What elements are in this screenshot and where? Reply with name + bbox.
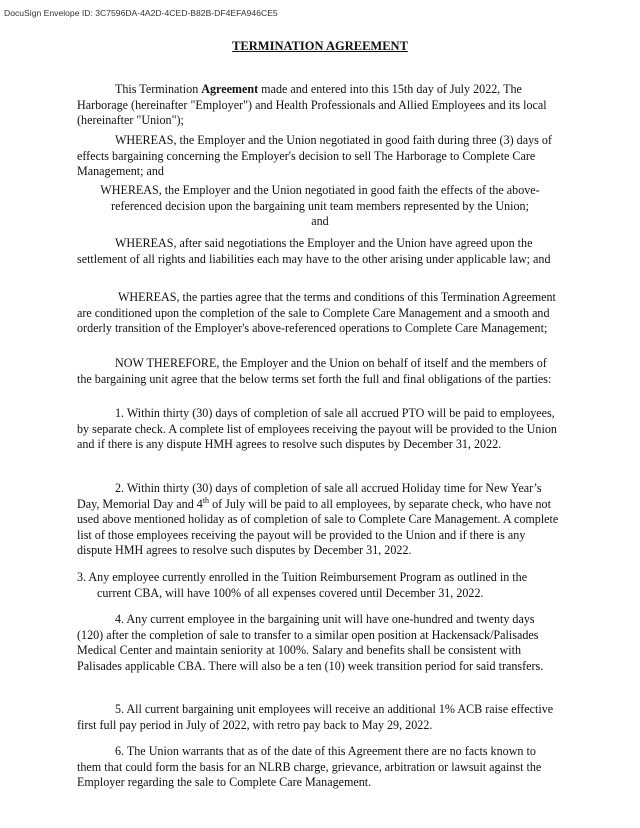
item3-line-2: current CBA, will have 100% of all expenses covered until December 31, 2022. bbox=[97, 585, 484, 600]
ordinal-superscript: th bbox=[202, 495, 210, 505]
now-therefore-paragraph: NOW THEREFORE, the Employer and the Union on behalf of itself and the members of the bargaining unit agree that the below terms set forth the full and final obligations of the parties: bbox=[77, 356, 552, 386]
intro-text-start: This Termination bbox=[115, 82, 202, 96]
term-item-1: 1. Within thirty (30) days of completion of sale all accrued PTO will be paid to employees, by separate check. A complete list of employees receiving the payout will be provided to the Union and if there is any dispute HMH agrees to resolve such disputes by December 31, 2022. bbox=[77, 406, 557, 452]
whereas-paragraph-2: WHEREAS, the Employer and the Union negotiated in good faith the effects of the above-referenced decision upon the bargaining unit team members represented by the Union; bbox=[100, 183, 540, 213]
term-item-6: 6. The Union warrants that as of the date of this Agreement there are no facts known to them that could form the basis for an NLRB charge, grievance, arbitration or lawsuit against the Employer regarding the sale to Complete Care Management. bbox=[77, 744, 542, 790]
whereas-paragraph-4: WHEREAS, the parties agree that the terms and conditions of this Termination Agreement are conditioned upon the completion of the sale to Complete Care Management and a smooth and orderly transition of the Employer's above-referenced operations to Complete Care Management; bbox=[77, 290, 556, 336]
term-item-3 bbox=[77, 570, 563, 601]
item2-text-end: of July will be paid to all employees, by separate check, who have not used above mentioned holiday as of completion of sale to Complete Care Management. A complete list of those employees receiving the payout will be provided to the Union and if there is any dispute HMH agrees to resolve such disputes by December 31, 2022. bbox=[77, 496, 559, 558]
term-item-4: 4. Any current employee in the bargaining unit will have one-hundred and twenty days (120) after the completion of sale to transfer to a similar open position at Hackensack/Palisades Medical Center and maintain seniority at 100%. Salary and benefits shall be consistent with Palisades applicable CBA. There will also be a ten (10) week transition period for said transfers. bbox=[77, 612, 544, 673]
item3-line-1: 3. Any employee currently enrolled in the Tuition Reimbursement Program as outlined in the bbox=[77, 570, 528, 584]
intro-paragraph bbox=[77, 82, 563, 129]
whereas-paragraph-3: WHEREAS, after said negotiations the Employer and the Union have agreed upon the settlement of all rights and liabilities each may have to the other arising under applicable law; and bbox=[77, 236, 551, 266]
intro-text-bold: Agreement bbox=[201, 82, 259, 96]
term-item-5: 5. All current bargaining unit employees will receive an additional 1% ACB raise effective first full pay period in July of 2022, with retro pay back to May 29, 2022. bbox=[77, 702, 554, 732]
document-title: TERMINATION AGREEMENT bbox=[232, 39, 408, 53]
item2-text-start: 2. Within thirty (30) days of completion of sale all accrued Holiday time for New Year’s Day, Memorial Day and 4 bbox=[77, 481, 542, 511]
docusign-envelope-id: DocuSign Envelope ID: 3C7596DA-4A2D-4CED-B82B-DF4EFA946CE5 bbox=[4, 8, 278, 18]
intro-text-end: made and entered into this 15th day of July 2022, The Harborage (hereinafter "Employer") and Health Professionals and Allied Employees and its local (hereinafter "Union"); bbox=[77, 82, 547, 128]
whereas-paragraph-1: WHEREAS, the Employer and the Union negotiated in good faith during three (3) days of effects bargaining concerning the Employer's decision to sell The Harborage to Complete Care Management; and bbox=[77, 133, 552, 179]
term-item-2 bbox=[77, 481, 563, 559]
whereas-paragraph-2-and: and bbox=[311, 214, 329, 228]
